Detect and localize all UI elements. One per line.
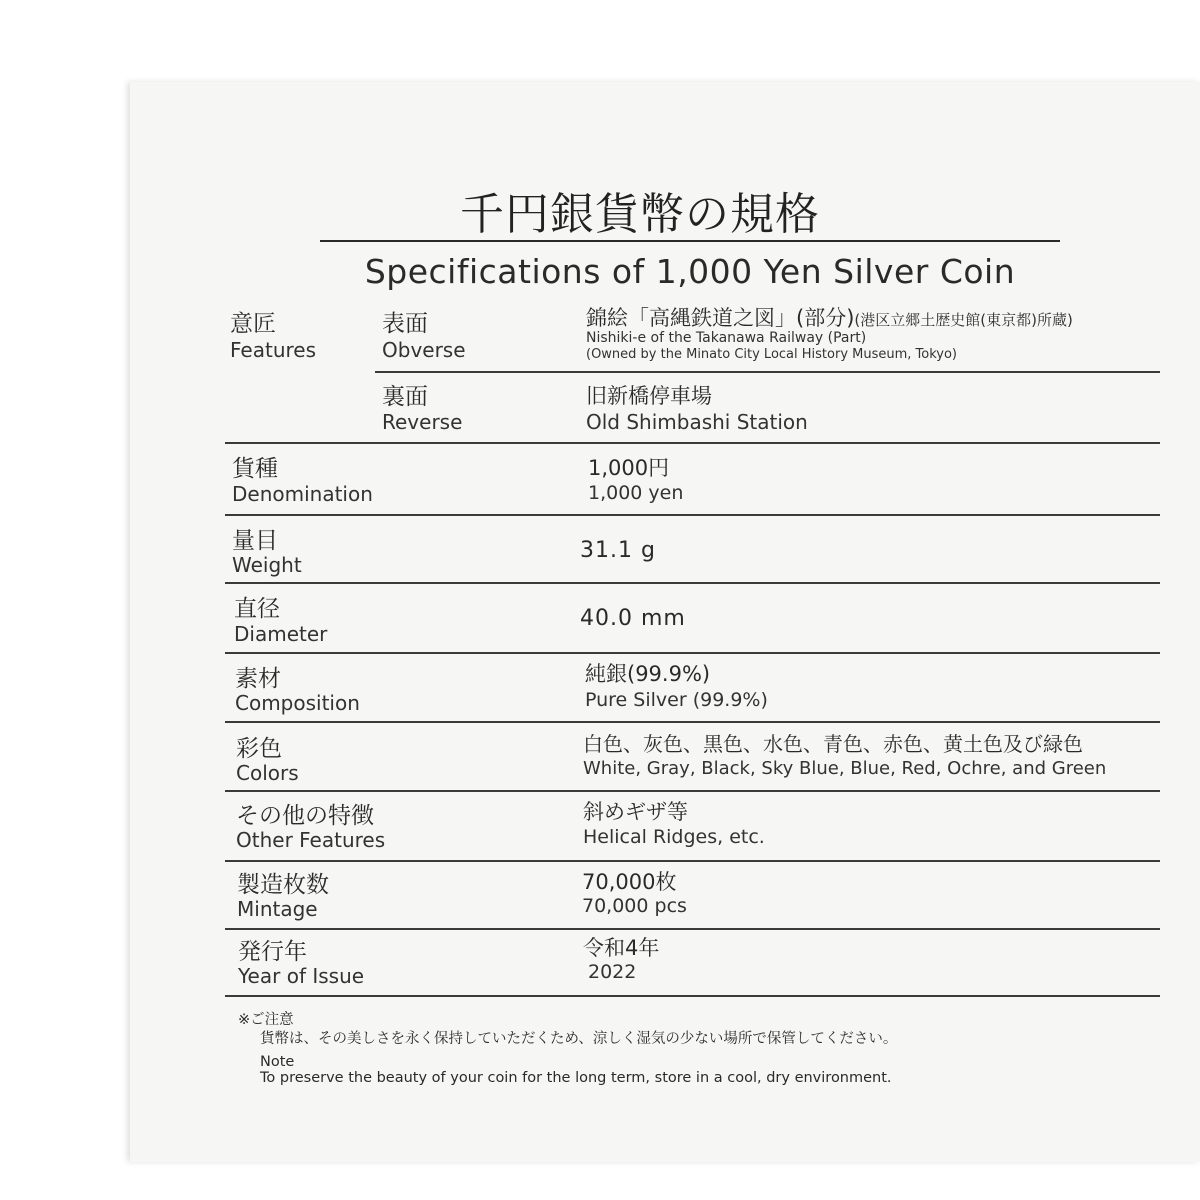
obverse-value-en: Nishiki-e of the Takanawa Railway (Part) — [586, 330, 867, 346]
mintage-value-jp: 70,000枚 — [582, 870, 677, 894]
denomination-label-jp: 貨種 — [232, 456, 278, 482]
page-title-english: Specifications of 1,000 Yen Silver Coin — [364, 252, 1016, 291]
colors-value-jp: 白色、灰色、黒色、水色、青色、赤色、黄土色及び緑色 — [583, 732, 1083, 756]
colors-label-en: Colors — [236, 761, 299, 785]
colors-value-en: White, Gray, Black, Sky Blue, Blue, Red, Ochre, and Green — [583, 758, 1107, 779]
obverse-label-jp: 表面 — [382, 311, 428, 337]
title-divider — [320, 240, 1060, 242]
divider-colors — [225, 790, 1160, 792]
notice-text-jp: 貨幣は、その美しさを永く保持していただくため、涼しく湿気の少ない場所で保管してください。 — [260, 1031, 898, 1047]
denomination-value-en: 1,000 yen — [588, 482, 684, 504]
divider-composition — [225, 721, 1160, 723]
divider-mintage — [225, 928, 1160, 930]
mintage-label-jp: 製造枚数 — [237, 872, 329, 898]
other-features-value-en: Helical Ridges, etc. — [583, 826, 765, 848]
obverse-value-jp — [586, 308, 1073, 329]
notice-heading-jp: ※ご注意 — [238, 1012, 294, 1028]
divider-weight — [225, 582, 1160, 584]
reverse-label-en: Reverse — [382, 410, 463, 434]
features-label-jp: 意匠 — [230, 311, 276, 337]
diameter-label-jp: 直径 — [234, 596, 280, 622]
weight-label-en: Weight — [232, 553, 302, 577]
notice-text-en: To preserve the beauty of your coin for the long term, store in a cool, dry environment. — [260, 1070, 892, 1086]
diameter-value: 40.0 mm — [580, 606, 686, 631]
obverse-owner-en: (Owned by the Minato City Local History Museum, Tokyo) — [586, 347, 958, 362]
other-features-label-en: Other Features — [236, 828, 386, 852]
composition-label-en: Composition — [235, 691, 360, 715]
year-value-jp: 令和4年 — [583, 936, 660, 960]
composition-value-jp: 純銀(99.9%) — [585, 662, 711, 686]
mintage-value-en: 70,000 pcs — [582, 895, 687, 917]
page-title-japanese: 千円銀貨幣の規格 — [460, 189, 820, 240]
reverse-value-jp: 旧新橋停車場 — [586, 384, 712, 408]
reverse-value-en: Old Shimbashi Station — [586, 410, 808, 434]
other-features-label-jp: その他の特徴 — [236, 803, 374, 829]
reverse-label-jp: 裏面 — [382, 384, 428, 410]
year-value-en: 2022 — [588, 961, 637, 983]
weight-label-jp: 量目 — [232, 528, 278, 554]
divider-obverse — [375, 371, 1160, 373]
denomination-value-jp: 1,000円 — [588, 456, 670, 480]
features-label-en: Features — [230, 338, 316, 362]
year-label-jp: 発行年 — [238, 939, 307, 965]
mintage-label-en: Mintage — [237, 897, 318, 921]
weight-value: 31.1 g — [580, 538, 656, 563]
divider-denomination — [225, 514, 1160, 516]
colors-label-jp: 彩色 — [236, 736, 282, 762]
composition-label-jp: 素材 — [235, 666, 281, 692]
obverse-label-en: Obverse — [382, 338, 466, 362]
divider-features — [225, 442, 1160, 444]
obverse-owner-jp: (港区立郷土歴史館(東京都)所蔵) — [854, 311, 1073, 329]
diameter-label-en: Diameter — [234, 622, 328, 646]
other-features-value-jp: 斜めギザ等 — [583, 800, 688, 824]
divider-other-features — [225, 860, 1160, 862]
divider-year — [225, 995, 1160, 997]
obverse-title-jp: 錦絵「高縄鉄道之図」(部分) — [586, 306, 855, 330]
composition-value-en: Pure Silver (99.9%) — [585, 689, 768, 711]
notice-heading-en: Note — [260, 1054, 295, 1070]
divider-diameter — [225, 652, 1160, 654]
denomination-label-en: Denomination — [232, 482, 373, 506]
year-label-en: Year of Issue — [238, 964, 365, 988]
